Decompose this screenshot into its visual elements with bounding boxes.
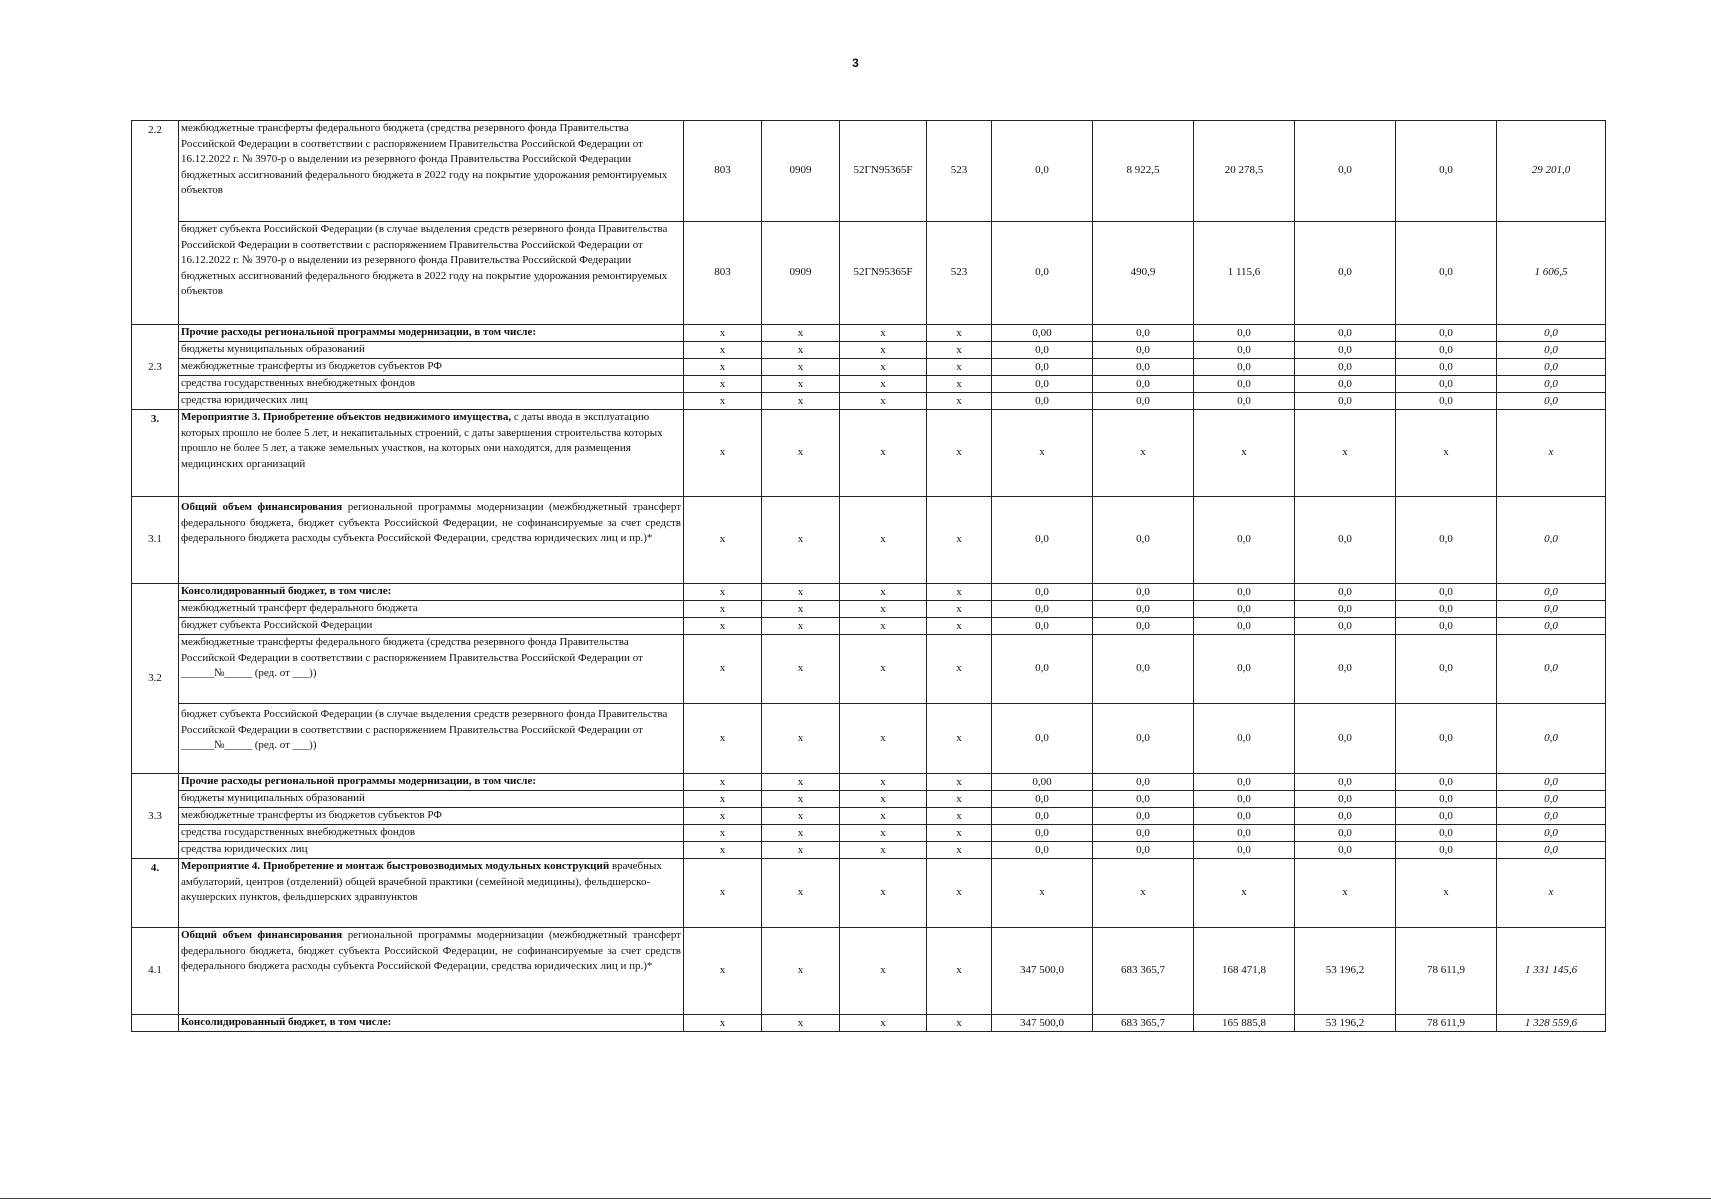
kbk-target-cell: x xyxy=(840,618,927,635)
total-cell: 0,0 xyxy=(1497,808,1606,825)
row-number: 4.1 xyxy=(132,928,179,1015)
kbk-section-cell: x xyxy=(762,808,840,825)
year-3-cell: 0,0 xyxy=(1194,774,1295,791)
year-3-cell: x xyxy=(1194,859,1295,928)
table-row xyxy=(132,497,1606,584)
kbk-target-cell: x xyxy=(840,410,927,497)
kbk-target-cell: x xyxy=(840,825,927,842)
table-row xyxy=(132,1015,1606,1032)
year-5-cell: 0,0 xyxy=(1396,635,1497,704)
year-5-cell: 0,0 xyxy=(1396,791,1497,808)
kbk-target-cell: x xyxy=(840,497,927,584)
year-4-cell: 0,0 xyxy=(1295,791,1396,808)
year-1-cell: x xyxy=(992,859,1093,928)
kbk-section-cell: x xyxy=(762,410,840,497)
total-cell: 0,0 xyxy=(1497,325,1606,342)
kbk-ministry-cell: x xyxy=(684,618,762,635)
row-description: межбюджетные трансферты из бюджетов субъектов РФ xyxy=(179,808,684,825)
kbk-ministry-cell: x xyxy=(684,791,762,808)
kbk-type-cell: x xyxy=(927,842,992,859)
row-description: межбюджетные трансферты федерального бюджета (средства резервного фонда Правительства Российской Федерации в соответствии с распоряжением Правительства Российской Федерации от ______№_____ (ред. от ___)) xyxy=(179,635,684,704)
kbk-section-cell: x xyxy=(762,774,840,791)
year-3-cell: 0,0 xyxy=(1194,601,1295,618)
row-description: Прочие расходы региональной программы модернизации, в том числе: xyxy=(179,325,684,342)
year-4-cell: 0,0 xyxy=(1295,704,1396,774)
kbk-type-cell: x xyxy=(927,928,992,1015)
total-cell: 0,0 xyxy=(1497,342,1606,359)
kbk-section-cell: x xyxy=(762,584,840,601)
row-number: 2.2 xyxy=(132,121,179,325)
kbk-ministry-cell: 803 xyxy=(684,222,762,325)
kbk-type-cell: x xyxy=(927,635,992,704)
kbk-target-cell: x xyxy=(840,376,927,393)
kbk-section-cell: x xyxy=(762,393,840,410)
table-row xyxy=(132,584,1606,601)
total-cell: 1 328 559,6 xyxy=(1497,1015,1606,1032)
year-3-cell: 165 885,8 xyxy=(1194,1015,1295,1032)
year-2-cell: 0,0 xyxy=(1093,376,1194,393)
kbk-type-cell: x xyxy=(927,859,992,928)
kbk-type-cell: x xyxy=(927,1015,992,1032)
kbk-target-cell: x xyxy=(840,791,927,808)
row-description-rest: с даты ввода в эксплуатацию которых прошло не более 5 лет, и некапитальных строений, с даты завершения строительства которых прошло не более 5 лет, а также земельных участков, на которых они находятся, для размещения медицинских организаций xyxy=(181,411,663,470)
year-4-cell: 0,0 xyxy=(1295,825,1396,842)
total-cell: 0,0 xyxy=(1497,791,1606,808)
table-row xyxy=(132,928,1606,1015)
year-4-cell: 0,0 xyxy=(1295,584,1396,601)
table-row xyxy=(132,325,1606,342)
year-1-cell: 0,0 xyxy=(992,601,1093,618)
year-2-cell: 683 365,7 xyxy=(1093,928,1194,1015)
year-4-cell: 0,0 xyxy=(1295,601,1396,618)
kbk-type-cell: x xyxy=(927,376,992,393)
year-3-cell: 0,0 xyxy=(1194,825,1295,842)
year-4-cell: 0,0 xyxy=(1295,808,1396,825)
table-row xyxy=(132,635,1606,704)
row-number: 2.3 xyxy=(132,325,179,410)
year-2-cell: 0,0 xyxy=(1093,393,1194,410)
year-2-cell: 0,0 xyxy=(1093,704,1194,774)
year-1-cell: x xyxy=(992,410,1093,497)
year-1-cell: 0,00 xyxy=(992,774,1093,791)
year-2-cell: x xyxy=(1093,859,1194,928)
table-row xyxy=(132,601,1606,618)
kbk-ministry-cell: x xyxy=(684,808,762,825)
year-4-cell: 0,0 xyxy=(1295,635,1396,704)
row-description xyxy=(179,859,684,928)
year-5-cell: 0,0 xyxy=(1396,584,1497,601)
table-row xyxy=(132,842,1606,859)
kbk-section-cell: 0909 xyxy=(762,121,840,222)
year-2-cell: 683 365,7 xyxy=(1093,1015,1194,1032)
year-2-cell: 0,0 xyxy=(1093,325,1194,342)
year-1-cell: 0,0 xyxy=(992,342,1093,359)
year-2-cell: 0,0 xyxy=(1093,359,1194,376)
year-4-cell: 0,0 xyxy=(1295,222,1396,325)
year-5-cell: 0,0 xyxy=(1396,704,1497,774)
table-row xyxy=(132,808,1606,825)
row-description xyxy=(179,928,684,1015)
year-4-cell: 0,0 xyxy=(1295,497,1396,584)
total-cell: 0,0 xyxy=(1497,497,1606,584)
table-row xyxy=(132,393,1606,410)
year-1-cell: 0,0 xyxy=(992,808,1093,825)
year-1-cell: 0,0 xyxy=(992,791,1093,808)
year-3-cell: 0,0 xyxy=(1194,393,1295,410)
total-cell: 0,0 xyxy=(1497,601,1606,618)
row-description-rest: региональной программы модернизации (межбюджетный трансферт федерального бюджета, бюджет субъекта Российской Федерации, не софинансируемые за счет средств федерального бюджета расходы субъекта Российской Федерации, средства юридических лиц и пр.)* xyxy=(181,501,682,544)
row-description: межбюджетные трансферты из бюджетов субъектов РФ xyxy=(179,359,684,376)
year-1-cell: 0,0 xyxy=(992,618,1093,635)
year-3-cell: 1 115,6 xyxy=(1194,222,1295,325)
year-2-cell: 0,0 xyxy=(1093,825,1194,842)
table-row xyxy=(132,704,1606,774)
year-2-cell: 490,9 xyxy=(1093,222,1194,325)
year-1-cell: 347 500,0 xyxy=(992,1015,1093,1032)
table-row xyxy=(132,774,1606,791)
year-3-cell: 168 471,8 xyxy=(1194,928,1295,1015)
table-row xyxy=(132,342,1606,359)
year-3-cell: 0,0 xyxy=(1194,325,1295,342)
year-5-cell: 0,0 xyxy=(1396,774,1497,791)
kbk-section-cell: x xyxy=(762,325,840,342)
year-2-cell: 0,0 xyxy=(1093,584,1194,601)
year-1-cell: 0,0 xyxy=(992,584,1093,601)
year-3-cell: 0,0 xyxy=(1194,584,1295,601)
year-4-cell: 0,0 xyxy=(1295,325,1396,342)
kbk-section-cell: x xyxy=(762,635,840,704)
page-number: 3 xyxy=(852,56,859,70)
row-description: Консолидированный бюджет, в том числе: xyxy=(179,584,684,601)
table-row xyxy=(132,376,1606,393)
table-row xyxy=(132,410,1606,497)
total-cell: 0,0 xyxy=(1497,704,1606,774)
kbk-ministry-cell: x xyxy=(684,842,762,859)
year-1-cell: 0,0 xyxy=(992,825,1093,842)
row-description: Консолидированный бюджет, в том числе: xyxy=(179,1015,684,1032)
kbk-type-cell: x xyxy=(927,342,992,359)
table-row xyxy=(132,222,1606,325)
kbk-type-cell: x xyxy=(927,704,992,774)
row-description-bold: Общий объем финансирования xyxy=(181,501,343,513)
total-cell: 0,0 xyxy=(1497,359,1606,376)
year-5-cell: 0,0 xyxy=(1396,808,1497,825)
total-cell: 0,0 xyxy=(1497,376,1606,393)
year-4-cell: 0,0 xyxy=(1295,342,1396,359)
total-cell: 0,0 xyxy=(1497,825,1606,842)
total-cell: 0,0 xyxy=(1497,618,1606,635)
year-3-cell: 0,0 xyxy=(1194,497,1295,584)
kbk-type-cell: x xyxy=(927,410,992,497)
year-4-cell: x xyxy=(1295,859,1396,928)
total-cell: 0,0 xyxy=(1497,774,1606,791)
kbk-ministry-cell: x xyxy=(684,410,762,497)
row-description: бюджет субъекта Российской Федерации xyxy=(179,618,684,635)
kbk-target-cell: x xyxy=(840,1015,927,1032)
year-2-cell: 0,0 xyxy=(1093,601,1194,618)
year-5-cell: 0,0 xyxy=(1396,825,1497,842)
year-2-cell: 0,0 xyxy=(1093,842,1194,859)
year-4-cell: 53 196,2 xyxy=(1295,928,1396,1015)
year-5-cell: 78 611,9 xyxy=(1396,928,1497,1015)
year-2-cell: 0,0 xyxy=(1093,808,1194,825)
year-2-cell: 0,0 xyxy=(1093,635,1194,704)
year-2-cell: 0,0 xyxy=(1093,342,1194,359)
row-description: бюджет субъекта Российской Федерации (в случае выделения средств резервного фонда Правительства Российской Федерации в соответствии с распоряжением Правительства Российской Федерации от ______№_____ (ред. от ___)) xyxy=(179,704,684,774)
kbk-target-cell: x xyxy=(840,808,927,825)
kbk-type-cell: x xyxy=(927,497,992,584)
year-4-cell: 0,0 xyxy=(1295,376,1396,393)
kbk-type-cell: x xyxy=(927,584,992,601)
kbk-ministry-cell: x xyxy=(684,393,762,410)
kbk-target-cell: x xyxy=(840,601,927,618)
kbk-ministry-cell: x xyxy=(684,1015,762,1032)
total-cell: 0,0 xyxy=(1497,393,1606,410)
kbk-section-cell: 0909 xyxy=(762,222,840,325)
kbk-type-cell: 523 xyxy=(927,121,992,222)
total-cell: x xyxy=(1497,859,1606,928)
kbk-type-cell: 523 xyxy=(927,222,992,325)
kbk-section-cell: x xyxy=(762,791,840,808)
year-2-cell: 0,0 xyxy=(1093,497,1194,584)
row-description: средства государственных внебюджетных фондов xyxy=(179,825,684,842)
row-description-rest: врачебных амбулаторий, центров (отделений) общей врачебной практики (семейной медицины), фельдшерско-акушерских пунктов, фельдшерских здравпунктов xyxy=(181,860,662,903)
total-cell: 0,0 xyxy=(1497,842,1606,859)
kbk-type-cell: x xyxy=(927,601,992,618)
year-3-cell: 0,0 xyxy=(1194,342,1295,359)
kbk-section-cell: x xyxy=(762,601,840,618)
kbk-section-cell: x xyxy=(762,376,840,393)
kbk-ministry-cell: x xyxy=(684,635,762,704)
kbk-ministry-cell: x xyxy=(684,325,762,342)
year-1-cell: 0,0 xyxy=(992,121,1093,222)
row-description: бюджеты муниципальных образований xyxy=(179,342,684,359)
kbk-type-cell: x xyxy=(927,618,992,635)
year-5-cell: 0,0 xyxy=(1396,497,1497,584)
year-3-cell: 0,0 xyxy=(1194,791,1295,808)
year-2-cell: 0,0 xyxy=(1093,791,1194,808)
row-description-bold: Мероприятие 4. Приобретение и монтаж быстровозводимых модульных конструкций xyxy=(181,860,610,872)
kbk-type-cell: x xyxy=(927,791,992,808)
year-5-cell: 0,0 xyxy=(1396,121,1497,222)
year-5-cell: 0,0 xyxy=(1396,359,1497,376)
row-description-bold: Мероприятие 3. Приобретение объектов недвижимого имущества, xyxy=(181,411,512,423)
year-1-cell: 0,00 xyxy=(992,325,1093,342)
row-number: 3. xyxy=(132,410,179,497)
year-2-cell: 0,0 xyxy=(1093,618,1194,635)
row-description xyxy=(179,410,684,497)
total-cell: 0,0 xyxy=(1497,635,1606,704)
row-number: 4. xyxy=(132,859,179,928)
total-cell: x xyxy=(1497,410,1606,497)
kbk-target-cell: 52ГN95365F xyxy=(840,222,927,325)
budget-table xyxy=(131,120,1606,1032)
table-row xyxy=(132,825,1606,842)
kbk-type-cell: x xyxy=(927,808,992,825)
year-5-cell: 0,0 xyxy=(1396,618,1497,635)
year-1-cell: 347 500,0 xyxy=(992,928,1093,1015)
year-5-cell: 0,0 xyxy=(1396,222,1497,325)
kbk-target-cell: x xyxy=(840,635,927,704)
kbk-ministry-cell: x xyxy=(684,359,762,376)
kbk-target-cell: x xyxy=(840,704,927,774)
row-number-empty xyxy=(132,1015,179,1032)
total-cell: 1 606,5 xyxy=(1497,222,1606,325)
row-description: средства юридических лиц xyxy=(179,842,684,859)
kbk-ministry-cell: x xyxy=(684,859,762,928)
year-4-cell: 0,0 xyxy=(1295,842,1396,859)
kbk-type-cell: x xyxy=(927,359,992,376)
year-5-cell: x xyxy=(1396,859,1497,928)
kbk-target-cell: x xyxy=(840,325,927,342)
kbk-ministry-cell: x xyxy=(684,601,762,618)
row-description: бюджет субъекта Российской Федерации (в случае выделения средств резервного фонда Правительства Российской Федерации в соответствии с распоряжением Правительства Российской Федерации от 16.12.2022 г. № 3970-р о выделении из резервного фонда Правительства Российской Федерации бюджетных ассигнований федерального бюджета в 2022 году на покрытие удорожания ремонтируемых объектов xyxy=(179,222,684,325)
row-description: средства государственных внебюджетных фондов xyxy=(179,376,684,393)
year-5-cell: x xyxy=(1396,410,1497,497)
year-1-cell: 0,0 xyxy=(992,635,1093,704)
row-description xyxy=(179,497,684,584)
row-description-rest: региональной программы модернизации (межбюджетный трансферт федерального бюджета, бюджет субъекта Российской Федерации, не софинансируемые за счет средств федерального бюджета расходы субъекта Российской Федерации, средства юридических лиц и пр.)* xyxy=(181,929,682,972)
year-5-cell: 0,0 xyxy=(1396,342,1497,359)
year-4-cell: x xyxy=(1295,410,1396,497)
row-description: межбюджетный трансферт федерального бюджета xyxy=(179,601,684,618)
row-description: Прочие расходы региональной программы модернизации, в том числе: xyxy=(179,774,684,791)
kbk-section-cell: x xyxy=(762,825,840,842)
kbk-target-cell: 52ГN95365F xyxy=(840,121,927,222)
kbk-ministry-cell: x xyxy=(684,584,762,601)
row-number: 3.1 xyxy=(132,497,179,584)
year-5-cell: 0,0 xyxy=(1396,393,1497,410)
kbk-section-cell: x xyxy=(762,1015,840,1032)
kbk-ministry-cell: x xyxy=(684,704,762,774)
kbk-target-cell: x xyxy=(840,842,927,859)
row-number: 3.3 xyxy=(132,774,179,859)
year-5-cell: 78 611,9 xyxy=(1396,1015,1497,1032)
kbk-type-cell: x xyxy=(927,774,992,791)
year-4-cell: 0,0 xyxy=(1295,774,1396,791)
year-3-cell: 0,0 xyxy=(1194,635,1295,704)
kbk-ministry-cell: x xyxy=(684,928,762,1015)
kbk-section-cell: x xyxy=(762,618,840,635)
year-3-cell: x xyxy=(1194,410,1295,497)
table-row xyxy=(132,859,1606,928)
total-cell: 29 201,0 xyxy=(1497,121,1606,222)
kbk-target-cell: x xyxy=(840,859,927,928)
year-3-cell: 0,0 xyxy=(1194,808,1295,825)
kbk-section-cell: x xyxy=(762,359,840,376)
year-4-cell: 0,0 xyxy=(1295,618,1396,635)
kbk-ministry-cell: x xyxy=(684,497,762,584)
kbk-section-cell: x xyxy=(762,342,840,359)
year-3-cell: 20 278,5 xyxy=(1194,121,1295,222)
year-4-cell: 0,0 xyxy=(1295,121,1396,222)
year-3-cell: 0,0 xyxy=(1194,842,1295,859)
kbk-type-cell: x xyxy=(927,325,992,342)
kbk-target-cell: x xyxy=(840,359,927,376)
year-1-cell: 0,0 xyxy=(992,842,1093,859)
kbk-target-cell: x xyxy=(840,584,927,601)
year-2-cell: x xyxy=(1093,410,1194,497)
kbk-type-cell: x xyxy=(927,825,992,842)
kbk-type-cell: x xyxy=(927,393,992,410)
kbk-section-cell: x xyxy=(762,928,840,1015)
kbk-ministry-cell: x xyxy=(684,342,762,359)
table-row xyxy=(132,121,1606,222)
kbk-section-cell: x xyxy=(762,842,840,859)
kbk-target-cell: x xyxy=(840,393,927,410)
year-5-cell: 0,0 xyxy=(1396,325,1497,342)
year-5-cell: 0,0 xyxy=(1396,601,1497,618)
year-1-cell: 0,0 xyxy=(992,393,1093,410)
year-3-cell: 0,0 xyxy=(1194,618,1295,635)
kbk-section-cell: x xyxy=(762,859,840,928)
year-4-cell: 0,0 xyxy=(1295,359,1396,376)
total-cell: 0,0 xyxy=(1497,584,1606,601)
year-1-cell: 0,0 xyxy=(992,497,1093,584)
row-description: средства юридических лиц xyxy=(179,393,684,410)
year-3-cell: 0,0 xyxy=(1194,704,1295,774)
year-5-cell: 0,0 xyxy=(1396,376,1497,393)
kbk-ministry-cell: x xyxy=(684,774,762,791)
year-4-cell: 0,0 xyxy=(1295,393,1396,410)
year-1-cell: 0,0 xyxy=(992,376,1093,393)
year-1-cell: 0,0 xyxy=(992,704,1093,774)
table-row xyxy=(132,618,1606,635)
kbk-ministry-cell: x xyxy=(684,825,762,842)
year-1-cell: 0,0 xyxy=(992,222,1093,325)
total-cell: 1 331 145,6 xyxy=(1497,928,1606,1015)
row-description: межбюджетные трансферты федерального бюджета (средства резервного фонда Правительства Российской Федерации в соответствии с распоряжением Правительства Российской Федерации от 16.12.2022 г. № 3970-р о выделении из резервного фонда Правительства Российской Федерации бюджетных ассигнований федерального бюджета в 2022 году на покрытие удорожания ремонтируемых объектов xyxy=(179,121,684,222)
year-4-cell: 53 196,2 xyxy=(1295,1015,1396,1032)
year-1-cell: 0,0 xyxy=(992,359,1093,376)
bottom-rule xyxy=(0,1198,1711,1199)
row-description-bold: Общий объем финансирования xyxy=(181,929,343,941)
kbk-ministry-cell: 803 xyxy=(684,121,762,222)
row-description: бюджеты муниципальных образований xyxy=(179,791,684,808)
year-3-cell: 0,0 xyxy=(1194,376,1295,393)
row-number: 3.2 xyxy=(132,584,179,774)
year-5-cell: 0,0 xyxy=(1396,842,1497,859)
table-row xyxy=(132,791,1606,808)
kbk-section-cell: x xyxy=(762,704,840,774)
kbk-target-cell: x xyxy=(840,774,927,791)
kbk-target-cell: x xyxy=(840,342,927,359)
year-2-cell: 0,0 xyxy=(1093,774,1194,791)
table-row xyxy=(132,359,1606,376)
kbk-target-cell: x xyxy=(840,928,927,1015)
kbk-ministry-cell: x xyxy=(684,376,762,393)
year-2-cell: 8 922,5 xyxy=(1093,121,1194,222)
year-3-cell: 0,0 xyxy=(1194,359,1295,376)
kbk-section-cell: x xyxy=(762,497,840,584)
